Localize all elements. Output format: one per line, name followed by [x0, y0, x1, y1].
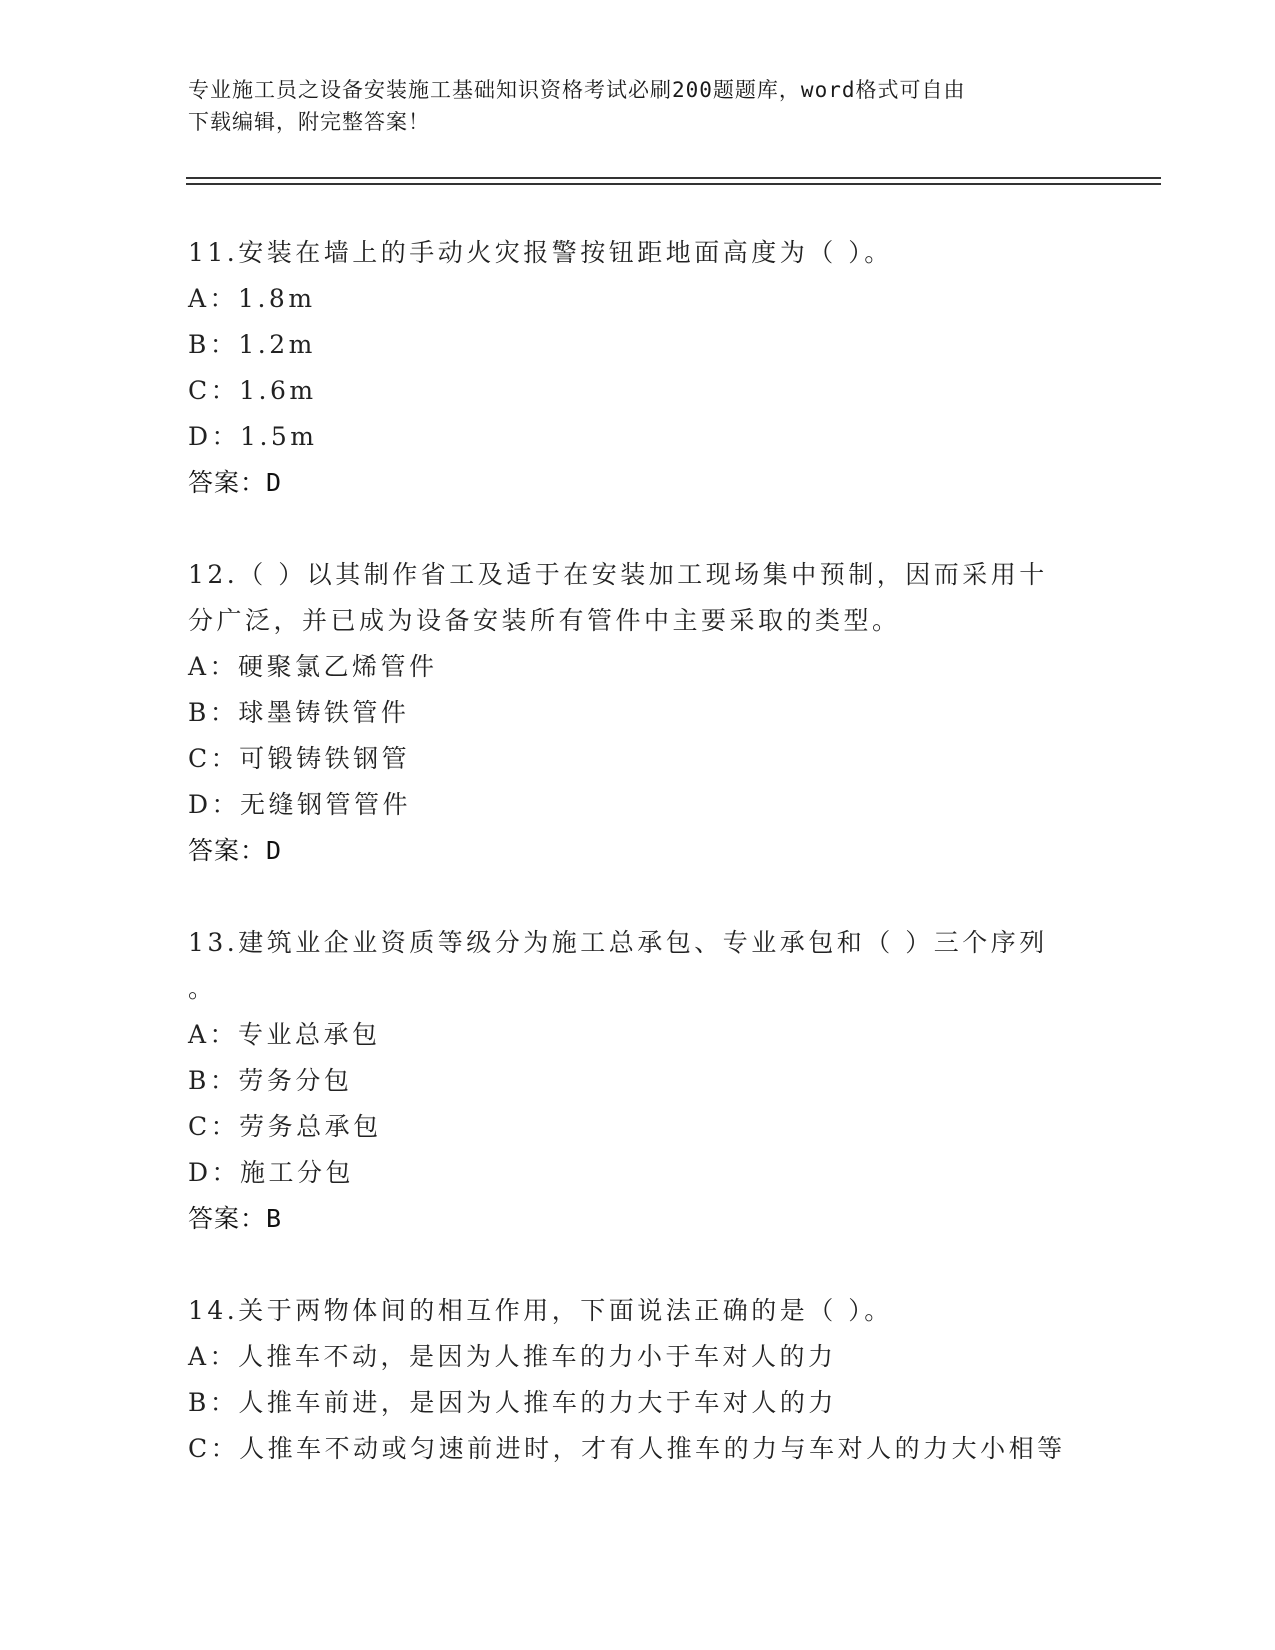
option-d: D：1.5m [188, 422, 318, 451]
option-a: A：专业总承包 [188, 1020, 381, 1049]
question-11 [188, 230, 1088, 506]
answer-line: 答案：B [188, 1204, 283, 1233]
answer-line: 答案：D [188, 468, 283, 497]
question-stem: 13.建筑业企业资质等级分为施工总承包、专业承包和（ ）三个序列 [188, 928, 1048, 957]
question-13 [188, 920, 1088, 1242]
answer-line: 答案：D [188, 836, 283, 865]
option-c: C：1.6m [188, 376, 317, 405]
header-rule-bottom [186, 183, 1161, 185]
question-stem-continued: 分广泛，并已成为设备安装所有管件中主要采取的类型。 [188, 606, 901, 635]
option-c: C：可锻铸铁钢管 [188, 744, 411, 773]
question-14 [188, 1288, 1088, 1472]
option-d: D：无缝钢管管件 [188, 790, 412, 819]
header-rule-top [186, 177, 1161, 179]
option-c: C：人推车不动或匀速前进时，才有人推车的力与车对人的力大小相等 [188, 1434, 1066, 1463]
question-12 [188, 552, 1088, 874]
option-c: C：劳务总承包 [188, 1112, 382, 1141]
question-stem: 11.安装在墙上的手动火灾报警按钮距地面高度为（ ）。 [188, 238, 893, 267]
option-b: B：球墨铸铁管件 [188, 698, 410, 727]
header-line-1: 专业施工员之设备安装施工基础知识资格考试必刷200题题库，word格式可自由 [188, 78, 966, 102]
option-b: B：人推车前进，是因为人推车的力大于车对人的力 [188, 1388, 837, 1417]
option-d: D：施工分包 [188, 1158, 355, 1187]
header-line-2: 下载编辑，附完整答案！ [188, 110, 430, 134]
question-stem: 12.（ ）以其制作省工及适于在安装加工现场集中预制，因而采用十 [188, 560, 1048, 589]
question-stem: 14.关于两物体间的相互作用，下面说法正确的是（ ）。 [188, 1296, 893, 1325]
option-a: A：硬聚氯乙烯管件 [188, 652, 438, 681]
option-b: B：劳务分包 [188, 1066, 353, 1095]
question-list [188, 230, 1088, 1518]
option-a: A：人推车不动，是因为人推车的力小于车对人的力 [188, 1342, 837, 1371]
question-stem-continued: 。 [188, 974, 217, 1003]
document-header [188, 74, 1068, 138]
option-a: A：1.8m [188, 284, 316, 313]
option-b: B：1.2m [188, 330, 316, 359]
